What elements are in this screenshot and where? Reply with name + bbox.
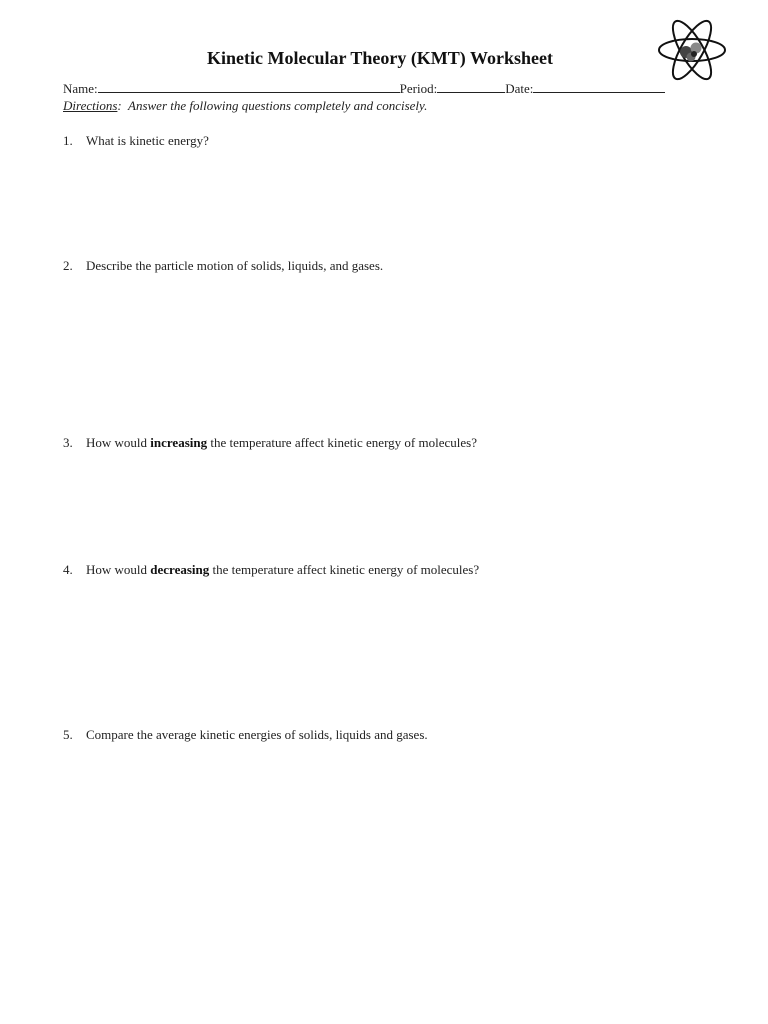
name-label: Name: xyxy=(63,81,98,96)
period-label: Period: xyxy=(399,81,438,96)
question-5 xyxy=(63,727,428,743)
question-number: 4. xyxy=(63,562,73,577)
question-text xyxy=(86,435,477,451)
question-text-part: How would xyxy=(86,435,151,450)
question-text xyxy=(86,727,428,743)
directions xyxy=(63,98,427,114)
worksheet-title: Kinetic Molecular Theory (KMT) Worksheet xyxy=(207,48,553,68)
question-text-part: Compare the average kinetic energies of solids, liquids and gases. xyxy=(86,727,428,742)
date-blank[interactable] xyxy=(533,80,665,93)
period-blank[interactable] xyxy=(437,80,505,93)
question-4 xyxy=(63,562,479,578)
name-blank[interactable] xyxy=(98,80,400,93)
question-text xyxy=(86,258,383,274)
directions-text: Answer the following questions completely and concisely. xyxy=(121,98,428,113)
question-emphasis: increasing xyxy=(150,435,208,450)
question-number: 2. xyxy=(63,258,73,273)
question-text-part: the temperature affect kinetic energy of molecules? xyxy=(207,435,477,450)
student-info-line xyxy=(63,80,665,97)
question-text xyxy=(86,133,209,149)
question-text-part: the temperature affect kinetic energy of molecules? xyxy=(209,562,480,577)
question-emphasis: decreasing xyxy=(150,562,210,577)
question-2 xyxy=(63,258,383,274)
directions-label: Directions xyxy=(63,98,118,113)
question-text-part: How would xyxy=(86,562,151,577)
question-number: 3. xyxy=(63,435,73,450)
question-number: 5. xyxy=(63,727,73,742)
date-label: Date: xyxy=(505,81,534,96)
question-1 xyxy=(63,133,209,149)
question-text-part: What is kinetic energy? xyxy=(86,133,209,148)
question-text xyxy=(86,562,479,578)
directions-separator: : xyxy=(117,98,122,113)
question-3 xyxy=(63,435,477,451)
question-number: 1. xyxy=(63,133,73,148)
question-text-part: Describe the particle motion of solids, liquids, and gases. xyxy=(86,258,384,273)
atom-icon xyxy=(656,18,728,82)
